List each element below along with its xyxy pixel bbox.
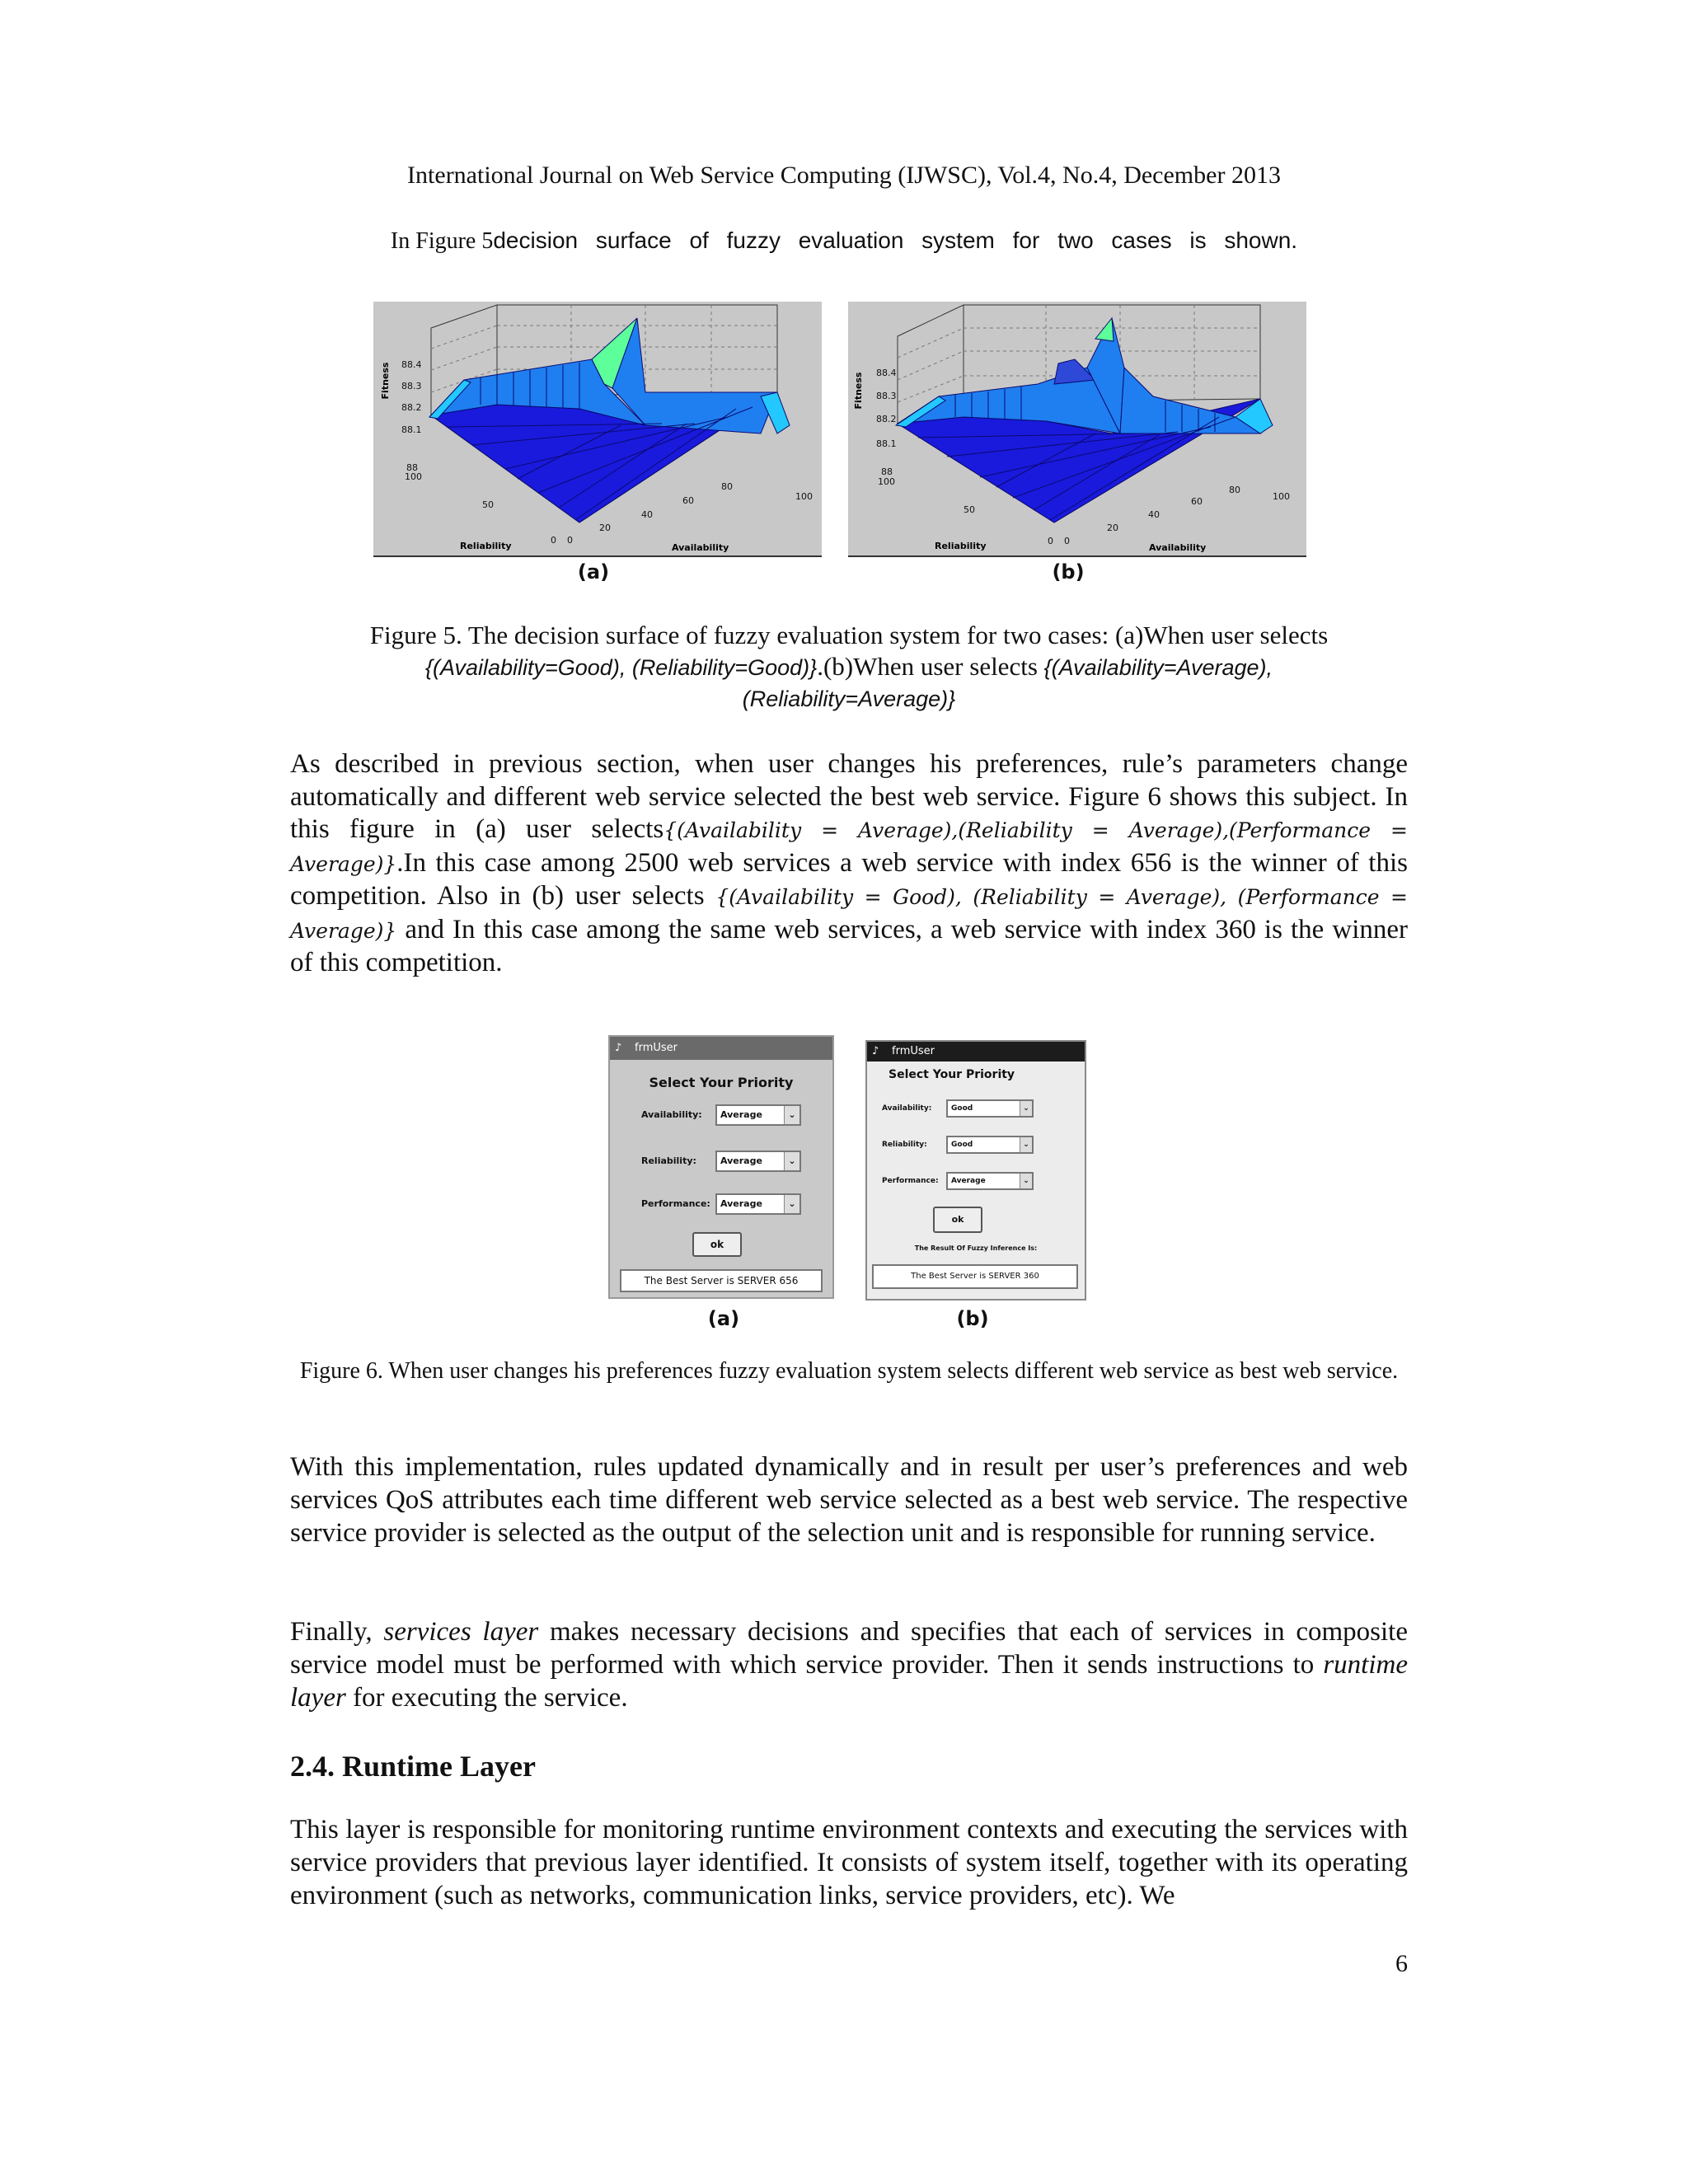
z-tick: 88 <box>406 462 418 473</box>
chevron-down-icon: ⌄ <box>784 1195 799 1213</box>
availability-tick: 40 <box>1148 509 1160 520</box>
app-icon: ♪ <box>872 1045 879 1057</box>
chevron-down-icon: ⌄ <box>784 1152 799 1170</box>
intro-lead: In Figure 5 <box>390 228 494 254</box>
reliability-tick: 100 <box>405 471 422 482</box>
figure6-gui-a <box>608 1035 834 1299</box>
gui-a-ok-button[interactable]: ok <box>692 1232 742 1257</box>
gui-a-titlebar <box>610 1037 832 1060</box>
z-tick: 88.1 <box>876 438 897 449</box>
gui-a-performance-select[interactable] <box>715 1193 801 1215</box>
gui-b-ok-button[interactable]: ok <box>933 1207 982 1233</box>
gui-a-availability-select[interactable] <box>715 1104 801 1126</box>
z-tick: 88.2 <box>876 414 897 424</box>
select-value: Average <box>951 1177 986 1185</box>
intro-rest: decision surface of fuzzy evaluation system for two cases is shown. <box>493 227 1298 253</box>
gui-b-result-field: The Best Server is SERVER 360 <box>872 1264 1078 1289</box>
gui-b-performance-select[interactable] <box>946 1172 1034 1190</box>
para4-text: This layer is responsible for monitoring runtime environment contexts and executing the services with service providers that previous layer identified. It consists of system itself, together with its operating environment (such as networks, communication links, service providers, etc). We <box>290 1815 1408 1910</box>
x-axis-label: Availability <box>1149 542 1207 553</box>
gui-a-title: frmUser <box>635 1042 678 1054</box>
journal-header: International Journal on Web Service Computing (IJWSC), Vol.4, No.4, December 2013 <box>407 162 1281 189</box>
z-tick: 88.2 <box>401 402 422 413</box>
figure5-plot-b <box>848 302 1306 557</box>
availability-tick: 0 <box>567 535 573 546</box>
availability-tick: 80 <box>721 481 733 492</box>
availability-tick: 100 <box>1273 491 1290 502</box>
z-tick: 88.4 <box>401 359 422 370</box>
section-heading: 2.4. Runtime Layer <box>290 1750 536 1783</box>
caption-case-b1: {(Availability=Average), <box>1043 655 1273 680</box>
z-tick: 88.3 <box>876 391 897 401</box>
gui-a-heading: Select Your Priority <box>649 1075 794 1090</box>
gui-b-titlebar <box>867 1042 1085 1062</box>
figure6-b-sublabel: (b) <box>956 1307 989 1330</box>
paragraph-3 <box>290 1615 1408 1714</box>
para3-text-1: Finally, <box>290 1617 384 1647</box>
gui-b-title: frmUser <box>892 1045 935 1057</box>
gui-a-availability-label: Availability: <box>641 1109 702 1120</box>
z-tick: 88 <box>881 466 893 477</box>
select-value: Average <box>720 1155 762 1166</box>
figure5-caption <box>290 620 1408 715</box>
reliability-tick: 50 <box>482 499 494 510</box>
figure6-caption: Figure 6. When user changes his preferences fuzzy evaluation system selects different web service as best web service. <box>299 1358 1399 1384</box>
figure5-a-sublabel: (a) <box>577 560 610 583</box>
gui-b-heading: Select Your Priority <box>889 1068 1015 1081</box>
para1-text-1: As described in previous section, when user changes his preferences, rule’s parameters change automatically and different web service selected the best web service. Figure 6 shows this subject. In this figure in (a) user selects <box>290 749 1408 844</box>
reliability-tick: 0 <box>551 535 556 546</box>
gui-a-result-field: The Best Server is SERVER 656 <box>620 1269 823 1292</box>
para3-italic-1: services layer <box>383 1617 539 1647</box>
z-tick: 88.1 <box>401 424 422 435</box>
gui-b-availability-label: Availability: <box>882 1104 932 1113</box>
gui-a-reliability-select[interactable] <box>715 1151 801 1172</box>
caption-case-b2: (Reliability=Average)} <box>742 687 956 711</box>
para3-italic-2: runtime layer <box>290 1650 1408 1713</box>
intro-line <box>0 227 1688 255</box>
availability-tick: 60 <box>682 495 694 506</box>
z-tick: 88.4 <box>876 368 897 378</box>
availability-tick: 0 <box>1064 536 1070 546</box>
chevron-down-icon: ⌄ <box>784 1106 799 1124</box>
chevron-down-icon: ⌄ <box>1020 1174 1032 1188</box>
availability-tick: 100 <box>795 491 813 502</box>
reliability-tick: 100 <box>878 476 895 487</box>
availability-tick: 20 <box>1107 523 1118 533</box>
availability-tick: 20 <box>599 523 611 533</box>
availability-tick: 60 <box>1191 496 1203 507</box>
figure6-a-sublabel: (a) <box>707 1307 740 1330</box>
figure5-plot-a <box>373 302 822 557</box>
x-axis-label: Availability <box>672 542 729 553</box>
chevron-down-icon: ⌄ <box>1020 1101 1032 1116</box>
gui-b-performance-label: Performance: <box>882 1177 939 1185</box>
paragraph-2 <box>290 1451 1408 1549</box>
para1-text-2: .In this case among 2500 web services a web service with index 656 is the winner of this competition. Also in (b) user selects <box>290 847 1408 911</box>
caption-mid: .(b)When user selects <box>817 652 1044 681</box>
figure5-b-sublabel: (b) <box>1052 560 1085 583</box>
caption-line2 <box>290 651 1408 683</box>
gui-a-performance-label: Performance: <box>641 1198 710 1209</box>
gui-b-reliability-select[interactable] <box>946 1136 1034 1154</box>
y-axis-label: Reliability <box>460 541 512 551</box>
para3-text-2: makes necessary decisions and specifies that each of services in composite service model must be performed with which service provider. Then it sends instructions to <box>290 1617 1408 1680</box>
para2-text: With this implementation, rules updated dynamically and in result per user’s preferences and web services QoS attributes each time different web service selected as a best web service. The respective service provider is selected as the output of the selection unit and is responsible for running service. <box>290 1452 1408 1548</box>
select-value: Good <box>951 1141 973 1149</box>
para1-math-1: {(Availability = Average),(Reliability = Average),(Performance = Average)} <box>290 818 1408 876</box>
para3-text-3: for executing the service. <box>345 1683 628 1713</box>
app-icon: ♪ <box>615 1042 622 1054</box>
gui-a-reliability-label: Reliability: <box>641 1155 696 1166</box>
paragraph-4 <box>290 1813 1408 1912</box>
availability-tick: 80 <box>1229 485 1240 495</box>
availability-tick: 40 <box>641 509 653 520</box>
z-axis-label: Fitness <box>853 372 864 410</box>
z-tick: 88.3 <box>401 381 422 391</box>
gui-b-availability-select[interactable] <box>946 1099 1034 1118</box>
y-axis-label: Reliability <box>935 541 987 551</box>
reliability-tick: 50 <box>964 504 975 515</box>
select-value: Good <box>951 1104 973 1113</box>
gui-b-result-label: The Result Of Fuzzy Inference Is: <box>914 1244 1038 1252</box>
select-value: Average <box>720 1198 762 1209</box>
paragraph-1 <box>290 748 1408 980</box>
page-number: 6 <box>1395 1950 1408 1977</box>
chevron-down-icon: ⌄ <box>1020 1137 1032 1152</box>
figure6-gui-b <box>865 1040 1086 1301</box>
z-axis-label: Fitness <box>380 362 391 400</box>
caption-line1: Figure 5. The decision surface of fuzzy evaluation system for two cases: (a)When user selects <box>369 621 1329 649</box>
gui-b-reliability-label: Reliability: <box>882 1141 927 1149</box>
caption-case-a: {(Availability=Good), (Reliability=Good)} <box>424 655 818 680</box>
para1-math-2: {(Availability = Good), (Reliability = Average), (Performance = Average)} <box>290 885 1409 943</box>
select-value: Average <box>720 1109 762 1120</box>
para1-text-3: and In this case among the same web services, a web service with index 360 is the winner of this competition. <box>290 914 1408 977</box>
reliability-tick: 0 <box>1048 536 1053 546</box>
